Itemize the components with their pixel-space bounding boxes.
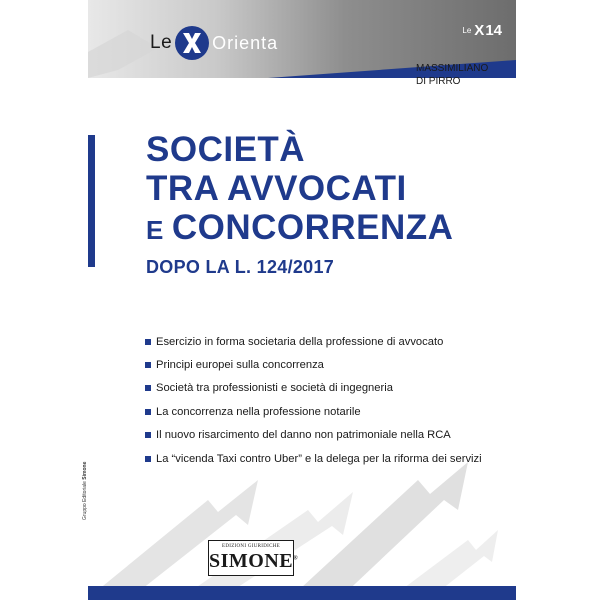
square-bullet-icon [145,432,151,438]
registered-mark: ® [293,555,299,562]
topic-item [145,330,482,353]
author-first-name: MASSIMILIANO [416,63,489,74]
series-logo [150,28,278,58]
series-badge-le: Le [462,26,472,35]
topic-text: Il nuovo risarcimento del danno non patrimoniale nella RCA [156,429,451,442]
title-line-1: SOCIETÀ [146,130,306,169]
authors [416,62,488,88]
series-badge [462,22,502,39]
book-subtitle: DOPO LA L. 124/2017 [146,257,335,277]
publisher-logo [208,540,299,576]
publisher-name: SIMONE [209,550,294,572]
series-badge-x: X [474,22,485,39]
title-conjunction: E [146,215,164,245]
topic-text: La “vicenda Taxi contro Uber” e la delega per la riforma dei servizi [156,452,482,465]
logo-orienta-text: Orienta [212,32,279,53]
square-bullet-icon [145,385,151,391]
title-line-3 [146,208,453,250]
topic-item [145,353,482,376]
arrows-artwork [88,440,516,600]
publisher-group-prefix: Gruppo Editoriale [82,481,88,520]
square-bullet-icon [145,409,151,415]
topic-item [145,377,482,400]
logo-le-text: Le [150,32,173,53]
publisher-group-text [82,450,88,520]
topic-text: Esercizio in forma societaria della professione di avvocato [156,335,444,348]
topic-text: Società tra professionisti e società di ingegneria [156,382,393,395]
square-bullet-icon [145,339,151,345]
topic-item [145,400,482,423]
publisher-name-wrap [209,550,299,573]
publisher-subtitle: EDIZIONI GIURIDICHE [221,544,281,549]
title-line-3-rest: CONCORRENZA [171,208,454,247]
square-bullet-icon [145,362,151,368]
author-last-name: DI PIRRO [416,76,461,87]
accent-bar [88,135,95,267]
series-badge-number: 14 [485,22,502,39]
x-logo-icon [174,25,210,61]
title-line-2: TRA AVVOCATI [146,169,407,208]
topic-text: La concorrenza nella professione notarile [156,405,361,418]
book-cover [82,0,516,600]
book-title [146,130,453,250]
topic-text: Principi europei sulla concorrenza [156,359,324,372]
publisher-group-name: Simone [82,461,88,480]
